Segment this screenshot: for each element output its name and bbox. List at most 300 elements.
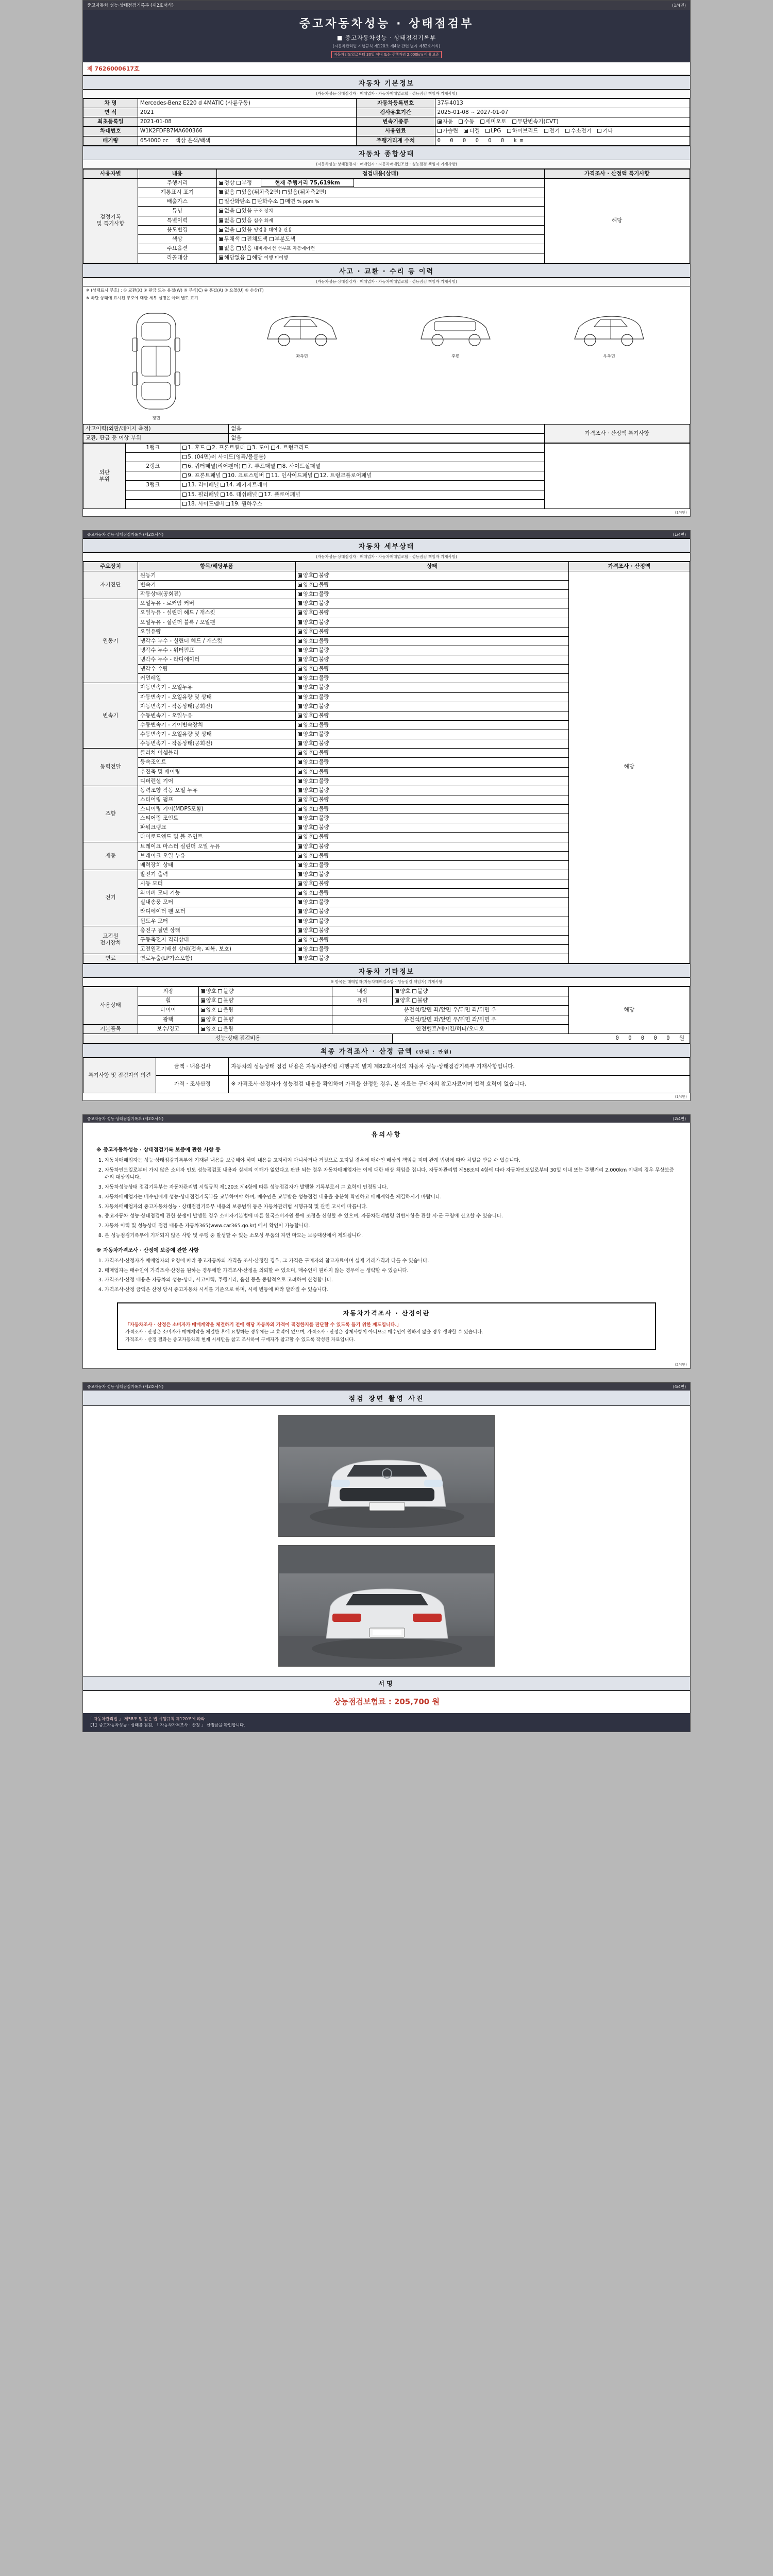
tuning-option-none[interactable]: 없음 — [219, 208, 234, 214]
notices-body — [83, 1123, 690, 1361]
detail-item-state — [295, 823, 568, 833]
state-option-bad[interactable]: 불량 — [313, 675, 329, 681]
state-option-good[interactable]: 양호 — [298, 638, 313, 644]
item-color: 색상 — [138, 235, 216, 244]
mileage-current-value: 현재 주행거리 75,619km — [261, 179, 354, 187]
document-number-label: 제 — [87, 65, 93, 72]
state-option-bad[interactable]: 불량 — [313, 731, 329, 737]
state-option-bad[interactable]: 불량 — [313, 890, 329, 896]
table-header-row — [83, 169, 690, 178]
section-accident-history-header: 사고 · 교환 · 수리 등 이력 — [83, 263, 690, 278]
state-option-bad[interactable]: 불량 — [313, 629, 329, 635]
detail-item-state — [295, 674, 568, 683]
state-option-bad[interactable]: 불량 — [313, 927, 329, 934]
state-option-good[interactable]: 양호 — [298, 591, 313, 597]
detail-item-state — [295, 917, 568, 926]
recall-option-yes[interactable]: 해당 — [247, 255, 262, 261]
detail-item-state — [295, 711, 568, 720]
field-value-car-name: Mercedes-Benz E220 d 4MATIC (사륜구동) — [138, 99, 356, 108]
accident-summary-table — [83, 424, 690, 443]
field-label-vin: 차대번호 — [83, 127, 138, 136]
fuel-option-electric[interactable]: 전기 — [544, 128, 560, 134]
device-group-label: 제동 — [83, 842, 138, 870]
document-number-value: 7626000617호 — [94, 65, 140, 72]
section-basic-info-note: (자동차성능·상태점검자 · 매매업자 · 자동차매매업조합 · 성능점검 책임자 기재사항) — [83, 90, 690, 98]
detail-item-label: 오일누유 - 로커암 커버 — [138, 599, 295, 608]
car-view-rear — [417, 307, 494, 359]
state-option-bad[interactable]: 불량 — [313, 600, 329, 606]
state-option-bad[interactable]: 불량 — [313, 880, 329, 887]
state-special-history — [216, 216, 544, 225]
state-option-good[interactable]: 양호 — [298, 694, 313, 700]
state-option-good[interactable]: 양호 — [298, 722, 313, 728]
state-option-bad[interactable]: 불량 — [313, 843, 329, 850]
state-option-bad[interactable]: 불량 — [313, 722, 329, 728]
detail-item-label: 브레이크 마스터 실린더 오일 누유 — [138, 842, 295, 851]
price-survey-definition-line-1: 「자동차조사 · 산정은 소비자가 매매계약을 체결하기 전에 해당 자동차의 가격이 적정한지를 판단할 수 있도록 돕기 위한 제도입니다.」 — [125, 1323, 401, 1328]
state-option-bad[interactable]: 불량 — [313, 862, 329, 868]
state-option-good[interactable]: 양호 — [298, 796, 313, 803]
panel-rank-group-label: 외판 부위 — [83, 443, 126, 509]
accident-history-label: 사고이력(외판/레이저 측정) — [83, 424, 229, 433]
panel-rank-3b — [126, 490, 180, 499]
car-diagram-row — [87, 305, 686, 422]
state-option-good[interactable]: 양호 — [298, 740, 313, 747]
item-special-history: 특별이력 — [138, 216, 216, 225]
item-wheel: 휠 — [138, 996, 198, 1006]
notices-list-1 — [105, 1157, 677, 1240]
state-option-good[interactable]: 양호 — [298, 703, 313, 709]
transmission-option-semi[interactable]: 세미오토 — [480, 118, 507, 125]
state-option-good[interactable]: 양호 — [298, 778, 313, 784]
col-price-estimate: 가격조사 · 산정액 — [568, 562, 690, 571]
car-front-icon — [125, 307, 187, 415]
photo-front-image — [279, 1416, 495, 1537]
state-exterior: 양호 불량 — [198, 987, 332, 996]
field-value-vin: W1K2FDFB7MA600366 — [138, 127, 356, 136]
state-option-bad[interactable]: 불량 — [313, 666, 329, 672]
fuel-option-hybrid[interactable]: 하이브리드 — [507, 128, 539, 134]
state-option-bad[interactable]: 불량 — [313, 582, 329, 588]
state-option-good[interactable]: 양호 — [298, 946, 313, 952]
field-value-year: 2021 — [138, 108, 356, 117]
detail-item-label: 연료누출(LP가스포함) — [138, 954, 295, 963]
detail-item-label: 스티어링 기어(MDPS포함) — [138, 805, 295, 814]
table-row — [83, 117, 690, 127]
state-option-bad[interactable]: 불량 — [313, 955, 329, 961]
transmission-option-cvt[interactable]: 무단변속기(CVT) — [512, 118, 559, 125]
panel-items-3b: 15. 필러패널 16. 대쉬패널 17. 플로어패널 — [180, 490, 544, 499]
state-option-bad[interactable]: 불량 — [313, 740, 329, 747]
detail-item-label: 수동변속기 - 작동상태(공회전) — [138, 739, 295, 749]
page-4-footnote — [83, 1713, 690, 1732]
state-option-bad[interactable]: 불량 — [313, 684, 329, 690]
state-option-good[interactable]: 양호 — [298, 927, 313, 934]
page-title: 중고자동차성능 · 상태점검부 — [299, 18, 474, 30]
photo-list — [83, 1406, 690, 1676]
field-label-fuel: 사용연료 — [356, 127, 435, 136]
meter-mark-option-none[interactable]: 없음 — [219, 189, 234, 195]
device-group-label: 원동기 — [83, 599, 138, 683]
detail-item-label: 추진축 및 베어링 — [138, 767, 295, 776]
fuel-option-diesel[interactable]: 디젤 — [464, 128, 479, 134]
top-strip-left: 중고자동차 성능·상태점검기록부 (제2호서식) — [87, 3, 174, 8]
field-value-fuel — [435, 127, 690, 136]
detail-item-state — [295, 590, 568, 599]
state-interior: 양호 불량 — [393, 987, 568, 996]
item-mileage: 주행거리 — [138, 178, 216, 188]
state-color — [216, 235, 544, 244]
state-option-good[interactable]: 양호 — [298, 713, 313, 719]
state-option-good[interactable]: 양호 — [298, 629, 313, 635]
detail-item-label: 브레이크 오일 누유 — [138, 851, 295, 860]
price-survey-definition-line-2: 가격조사 · 산정은 소비자가 매매계약을 체결한 후에 요청하는 경우에는 그 효력이 없으며, 가격조사 · 산정은 강제사항이 아니므로 매수인이 원하지 않을 경우 생략할 수 있습니다. — [125, 1330, 483, 1335]
state-option-bad[interactable]: 불량 — [313, 703, 329, 709]
state-option-bad[interactable]: 불량 — [313, 572, 329, 579]
state-usage-change — [216, 225, 544, 234]
col-state: 점검내용(상태) — [216, 169, 544, 178]
state-recall — [216, 253, 544, 263]
state-option-bad[interactable]: 불량 — [313, 759, 329, 765]
state-option-good[interactable]: 양호 — [298, 750, 313, 756]
state-option-good[interactable]: 양호 — [298, 955, 313, 961]
mileage-option-abnormal[interactable]: 부정 — [237, 180, 252, 186]
notice-item: 2. 자동차인도일로부터 가지 않은 소비자 인도 성능점검표 내용과 실제의 이해가 없었다고 판단 되는 경우 자동차매매업자는 이에 대한 배상 책임을 집니다. 자동차관리법 제58조의 4항에 따라 자동차인도일로부터 30일 이내 또는 주행거리 2,000km 이내의 경우 무상보증 수리 대상입니다. — [105, 1167, 677, 1182]
state-option-bad[interactable]: 불량 — [313, 694, 329, 700]
notices-title: 유의사항 — [371, 1130, 402, 1138]
state-option-bad[interactable]: 불량 — [313, 778, 329, 784]
notices-heading-2: ※ 자동차가격조사 · 산정에 보증에 관한 사항 — [96, 1248, 199, 1254]
state-option-good[interactable]: 양호 — [298, 806, 313, 812]
device-group-label: 조향 — [83, 786, 138, 842]
detail-item-label: 와이퍼 모터 기능 — [138, 889, 295, 898]
emission-option-co[interactable]: 일산화탄소 — [219, 198, 250, 205]
state-option-bad[interactable]: 불량 — [313, 796, 329, 803]
state-option-bad[interactable]: 불량 — [313, 824, 329, 831]
color-value: 은색/백색 — [187, 137, 211, 144]
state-polish: 양호 불량 — [198, 1015, 332, 1024]
state-option-bad[interactable]: 불량 — [313, 750, 329, 756]
signature-bar: 서명 — [83, 1676, 690, 1691]
warranty-badge: 자동차인도일로부터 30일 이내 또는 주행거리 2,000km 이내 보증 — [331, 51, 442, 58]
notice-item: 3. 자동차성능상태 점검기록부는 자동차관리법 시행규칙 제120조 제4항에 따른 성능점검자가 발행한 기록부로서 그 효력이 인정됩니다. — [105, 1184, 677, 1192]
detail-item-label: 고전원전기배선 상태(접속, 피복, 보호) — [138, 944, 295, 954]
field-value-displacement — [138, 136, 356, 145]
panel-rank-table — [83, 443, 690, 509]
panel-rank-2b — [126, 471, 180, 481]
field-value-odometer: 0 0 0 0 0 0 km — [435, 136, 690, 145]
notice-item: 1. 자동차매매업자는 성능·상태점검기록부에 기재된 내용을 보증해야 하며 내용을 고지하지 아니하거나 거짓으로 고지될 경우에 매수인 배상의 책임을 지며 관계 법령에 따라 처벌을 받을 수 있습니다. — [105, 1157, 677, 1165]
col-condition: 상태 — [295, 562, 568, 571]
field-label-inspection-period: 검사유효기간 — [356, 108, 435, 117]
page-1-footer: (1/4면) — [675, 510, 687, 515]
usage-change-option-yes[interactable]: 있음 — [237, 227, 252, 233]
item-basic: 보수/경고 — [138, 1024, 198, 1033]
price-survey-definition-title: 자동차가격조사 · 산정이란 — [343, 1309, 430, 1317]
detail-item-state — [295, 692, 568, 702]
state-option-bad[interactable]: 불량 — [313, 908, 329, 914]
state-option-good[interactable]: 양호 — [298, 834, 313, 840]
basic-items-note: 안전벨트/에어컨/히터/오디오 — [332, 1024, 568, 1033]
state-main-options — [216, 244, 544, 253]
state-emissions — [216, 197, 544, 207]
state-option-good[interactable]: 양호 — [298, 899, 313, 905]
page-3 — [82, 1114, 691, 1369]
item-interior: 내장 — [332, 987, 393, 996]
state-option-bad[interactable]: 불량 — [313, 853, 329, 859]
meter-mark-option-yes1[interactable]: 있음(뒤차축2면) — [237, 189, 281, 195]
detail-item-state — [295, 702, 568, 711]
notices-heading-1: ※ 중고자동차성능 · 상태점검기록 보증에 관한 사항 등 — [96, 1147, 221, 1154]
fuel-option-gasoline[interactable]: 가솔린 — [438, 128, 458, 134]
table-row — [83, 1033, 690, 1043]
transmission-option-manual[interactable]: 수동 — [459, 118, 474, 125]
displacement-unit: cc — [162, 137, 169, 144]
state-option-good[interactable]: 양호 — [298, 843, 313, 850]
inspection-insurance-fee: 상능점검보험료 : 205,700 원 — [333, 1697, 440, 1707]
car-view-left — [263, 307, 341, 359]
car-view-rear-label: 후면 — [451, 353, 460, 359]
repair-parts-value: 없음 — [229, 433, 544, 443]
main-options-option-none[interactable]: 없음 — [219, 245, 234, 251]
section-final-price-header — [83, 1043, 690, 1058]
fuel-option-lpg[interactable]: LPG — [485, 128, 501, 134]
usage-change-option-none[interactable]: 없음 — [219, 227, 234, 233]
detail-item-state — [295, 935, 568, 944]
state-option-good[interactable]: 양호 — [298, 890, 313, 896]
panel-rank-3a: 3랭크 — [126, 481, 180, 490]
detail-item-label: 오일누유 - 실린더 블록 / 오일팬 — [138, 618, 295, 627]
state-option-good[interactable]: 양호 — [298, 731, 313, 737]
detail-item-state — [295, 720, 568, 730]
page-2-strip-left: 중고자동차 성능·상태점검기록부 (제2호서식) — [87, 532, 164, 537]
panel-rank-1a: 1랭크 — [126, 443, 180, 452]
item-emissions: 배출가스 — [138, 197, 216, 207]
detail-item-label: 변속기 — [138, 581, 295, 590]
detail-item-state — [295, 608, 568, 618]
car-view-front-label: 정면 — [152, 415, 160, 420]
detail-item-label: 시동 모터 — [138, 879, 295, 889]
page-3-top-strip — [83, 1115, 690, 1123]
panel-rank-1b — [126, 453, 180, 462]
color-option-full-repaint[interactable]: 전체도색 — [242, 236, 268, 242]
state-option-good[interactable]: 양호 — [298, 918, 313, 924]
notice-item: 5. 자동차매매업자의 중고자동차성능 · 상태점검기록부 내용의 보증범위 등은 자동차관리법 시행규칙 및 관련 고시에 따릅니다. — [105, 1204, 677, 1211]
detail-item-state — [295, 758, 568, 767]
item-main-options: 주요옵션 — [138, 244, 216, 253]
section-detail-state-header: 자동차 세부상태 — [83, 538, 690, 553]
state-option-good[interactable]: 양호 — [298, 853, 313, 859]
state-option-good[interactable]: 양호 — [298, 871, 313, 877]
detail-item-label: 디퍼렌셜 기어 — [138, 776, 295, 786]
device-group-label: 동력전달 — [83, 749, 138, 786]
state-option-bad[interactable]: 불량 — [313, 937, 329, 943]
state-option-bad[interactable]: 불량 — [313, 871, 329, 877]
detail-item-state — [295, 571, 568, 580]
field-label-year: 연 식 — [83, 108, 138, 117]
price-survey-definition-line-3: 가격조사 · 산정 결과는 중고자동차의 현재 시세만을 참고 조사하여 구매자가 참고할 수 있도록 작성된 자료입니다. — [125, 1337, 355, 1343]
detail-item-label: 스티어링 조인트 — [138, 814, 295, 823]
notice-item: 4. 자동차매매업자는 매수인에게 성능·상태점검기록부를 교부하여야 하며, 매수인은 교부받은 성능점검 내용을 충분히 확인하고 매매계약을 체결하시기 바랍니다. — [105, 1194, 677, 1201]
mileage-option-normal[interactable]: 정상 — [219, 180, 234, 186]
detail-item-label: 오일유량 — [138, 627, 295, 636]
detail-item-state — [295, 926, 568, 935]
state-option-good[interactable]: 양호 — [298, 572, 313, 579]
detail-item-label: 동력조향 작동 오일 누유 — [138, 786, 295, 795]
state-option-bad[interactable]: 불량 — [313, 609, 329, 616]
special-history-detail: 침수 화재 — [254, 218, 273, 224]
photo-section-header: 점검 장면 촬영 사진 — [83, 1391, 690, 1406]
amount-inspection-label: 금액 · 내용검사 — [156, 1058, 229, 1075]
state-option-good[interactable]: 양호 — [298, 824, 313, 831]
final-price-table — [83, 1058, 690, 1093]
fuel-option-hydrogen[interactable]: 수소전기 — [565, 128, 592, 134]
detail-item-state — [295, 618, 568, 627]
page-2 — [82, 530, 691, 1101]
state-option-good[interactable]: 양호 — [298, 666, 313, 672]
detail-price-note: 해당 — [568, 571, 690, 963]
notices-list-2 — [105, 1258, 677, 1294]
inspection-fee-label: 성능·상태 점검비용 — [83, 1033, 393, 1043]
table-row — [83, 178, 690, 188]
page-3-footer: (2/4면) — [675, 1363, 687, 1367]
recall-detail: 이행 미이행 — [264, 256, 288, 261]
state-option-bad[interactable]: 불량 — [313, 815, 329, 821]
page-2-top-strip — [83, 531, 690, 538]
state-basic: 양호 불량 — [198, 1024, 332, 1033]
detail-item-label: 클러치 어셈블리 — [138, 749, 295, 758]
state-option-good[interactable]: 양호 — [298, 609, 313, 616]
state-option-bad[interactable]: 불량 — [313, 769, 329, 775]
item-polish: 광택 — [138, 1015, 198, 1024]
price-note-overall: 해당 — [544, 178, 690, 263]
notice-item: 8. 본 성능점검기록부에 기재되지 않은 사항 및 주행 중 발생할 수 있는 소모성 부품의 자연 마모는 보증대상에서 제외됩니다. — [105, 1232, 677, 1240]
detail-item-state — [295, 665, 568, 674]
detail-item-state — [295, 814, 568, 823]
state-option-good[interactable]: 양호 — [298, 769, 313, 775]
detail-item-state — [295, 599, 568, 608]
state-option-bad[interactable]: 불량 — [313, 806, 329, 812]
state-option-good[interactable]: 양호 — [298, 600, 313, 606]
state-option-good[interactable]: 양호 — [298, 880, 313, 887]
state-option-good[interactable]: 양호 — [298, 647, 313, 653]
state-option-good[interactable]: 양호 — [298, 619, 313, 625]
final-price-unit: (단위 : 만원) — [416, 1049, 453, 1055]
displacement-value: 654000 — [140, 137, 161, 144]
color-option-original[interactable]: 무채색 — [219, 236, 240, 242]
fuel-option-other[interactable]: 기타 — [597, 128, 613, 134]
detail-item-state — [295, 683, 568, 692]
basic-items-group-label: 기본품목 — [83, 1024, 138, 1033]
table-row — [83, 127, 690, 136]
state-option-bad[interactable]: 불량 — [313, 787, 329, 793]
panel-price-note — [544, 443, 690, 509]
state-option-bad[interactable]: 불량 — [313, 591, 329, 597]
color-label: 색상 — [175, 137, 186, 144]
state-option-bad[interactable]: 불량 — [313, 656, 329, 663]
detail-item-state — [295, 870, 568, 879]
state-option-bad[interactable]: 불량 — [313, 918, 329, 924]
state-option-good[interactable]: 양호 — [298, 937, 313, 943]
field-value-transmission — [435, 117, 690, 127]
main-options-option-yes[interactable]: 있음 — [237, 245, 252, 251]
panel-items-1b: 5. (04면)러 사이드(영좌/볼클룸) — [180, 453, 544, 462]
state-option-good[interactable]: 양호 — [298, 656, 313, 663]
table-header-row — [83, 562, 690, 571]
state-option-good[interactable]: 양호 — [298, 582, 313, 588]
section-other-info-note: ※ 항목은 매매업자(자동차매매업조합 · 성능점검 책임자) 기재사항 — [83, 978, 690, 987]
recall-option-none[interactable]: 해당없음 — [219, 255, 245, 261]
state-option-bad[interactable]: 불량 — [313, 899, 329, 905]
detail-item-state — [295, 954, 568, 963]
detail-item-state — [295, 860, 568, 870]
notice-item: 2. 매매업자는 매수인이 가격조사·산정을 원하는 경우에만 가격조사·산정을 의뢰할 수 있으며, 매수인이 원하지 않는 경우에는 생략할 수 있습니다. — [105, 1267, 677, 1275]
state-option-good[interactable]: 양호 — [298, 815, 313, 821]
detail-item-label: 냉각수 수량 — [138, 665, 295, 674]
state-option-good[interactable]: 양호 — [298, 684, 313, 690]
usage-change-detail: 영업용 대여용 관용 — [254, 227, 293, 233]
special-history-option-yes[interactable]: 있음 — [237, 217, 252, 224]
emission-option-hc[interactable]: 탄화수소 — [252, 198, 278, 205]
section-overall-state-note: (자동차성능·상태점검자 · 매매업자 · 자동차매매업조합 · 성능점검 책임자 기재사항) — [83, 160, 690, 169]
device-group-label: 고전원 전기장치 — [83, 926, 138, 954]
photo-front-view — [278, 1415, 495, 1537]
photo-rear-view — [278, 1545, 495, 1667]
detail-item-label: 발전기 출력 — [138, 870, 295, 879]
car-view-front — [125, 307, 187, 421]
notice-item: 1. 가격조사·산정자가 매매업자의 요청에 따라 중고자동차의 가격을 조사·산정한 경우, 그 가격은 구매자의 참고자료이며 실제 거래가격과 다를 수 있습니다. — [105, 1258, 677, 1265]
detail-item-label: 등속조인트 — [138, 758, 295, 767]
detail-item-label: 라디에이터 팬 모터 — [138, 907, 295, 917]
panel-rank-3c — [126, 499, 180, 509]
detail-item-label: 원동기 — [138, 571, 295, 580]
state-option-good[interactable]: 양호 — [298, 862, 313, 868]
state-option-bad[interactable]: 불량 — [313, 834, 329, 840]
other-info-table — [83, 987, 690, 1043]
notice-item: 7. 자동차 이력 및 성능상태 점검 내용은 자동차365(www.car365.go.kr) 에서 확인이 가능합니다. — [105, 1223, 677, 1230]
special-history-option-none[interactable]: 없음 — [219, 217, 234, 224]
state-option-bad[interactable]: 불량 — [313, 647, 329, 653]
state-option-bad[interactable]: 불량 — [313, 713, 329, 719]
overall-state-table — [83, 169, 690, 263]
state-option-bad[interactable]: 불량 — [313, 619, 329, 625]
state-option-bad[interactable]: 불량 — [313, 946, 329, 952]
amount-inspection-value: 자동차의 성능상태 점검 내용은 자동차관리법 시행규칙 별지 제82호서식의 자동차 성능·상태점검기록부 기재사항입니다. — [229, 1058, 690, 1075]
meter-mark-option-yes2[interactable]: 있음(뒤차축2면) — [282, 189, 327, 195]
state-option-good[interactable]: 양호 — [298, 908, 313, 914]
car-view-right-label: 우측면 — [603, 353, 615, 359]
detail-item-state — [295, 944, 568, 954]
state-option-good[interactable]: 양호 — [298, 675, 313, 681]
tuning-option-yes[interactable]: 있음 — [237, 208, 252, 214]
diagram-legend-2: ※ 하단 상태에 표시된 부호에 대한 세부 설명은 아래 별도 표기 — [86, 295, 198, 300]
state-option-bad[interactable]: 불량 — [313, 638, 329, 644]
detail-item-state — [295, 646, 568, 655]
transmission-option-auto[interactable]: 자동 — [438, 118, 453, 125]
basic-info-table — [83, 98, 690, 146]
detail-item-label: 자동변속기 - 오일유량 및 상태 — [138, 692, 295, 702]
section-other-info-header: 자동차 기타정보 — [83, 963, 690, 978]
detail-item-state — [295, 805, 568, 814]
section-accident-history-note: (자동차성능·상태점검자 · 매매업자 · 자동차매매업조합 · 성능점검 책임자 기재사항) — [83, 278, 690, 286]
color-option-partial-repaint[interactable]: 부분도색 — [270, 236, 296, 242]
emission-option-smoke[interactable]: 매연 — [280, 198, 295, 205]
detail-item-label: 냉각수 누수 - 워터펌프 — [138, 646, 295, 655]
table-row — [83, 571, 690, 580]
state-option-good[interactable]: 양호 — [298, 759, 313, 765]
page-4-top-strip — [83, 1383, 690, 1391]
state-option-good[interactable]: 양호 — [298, 787, 313, 793]
